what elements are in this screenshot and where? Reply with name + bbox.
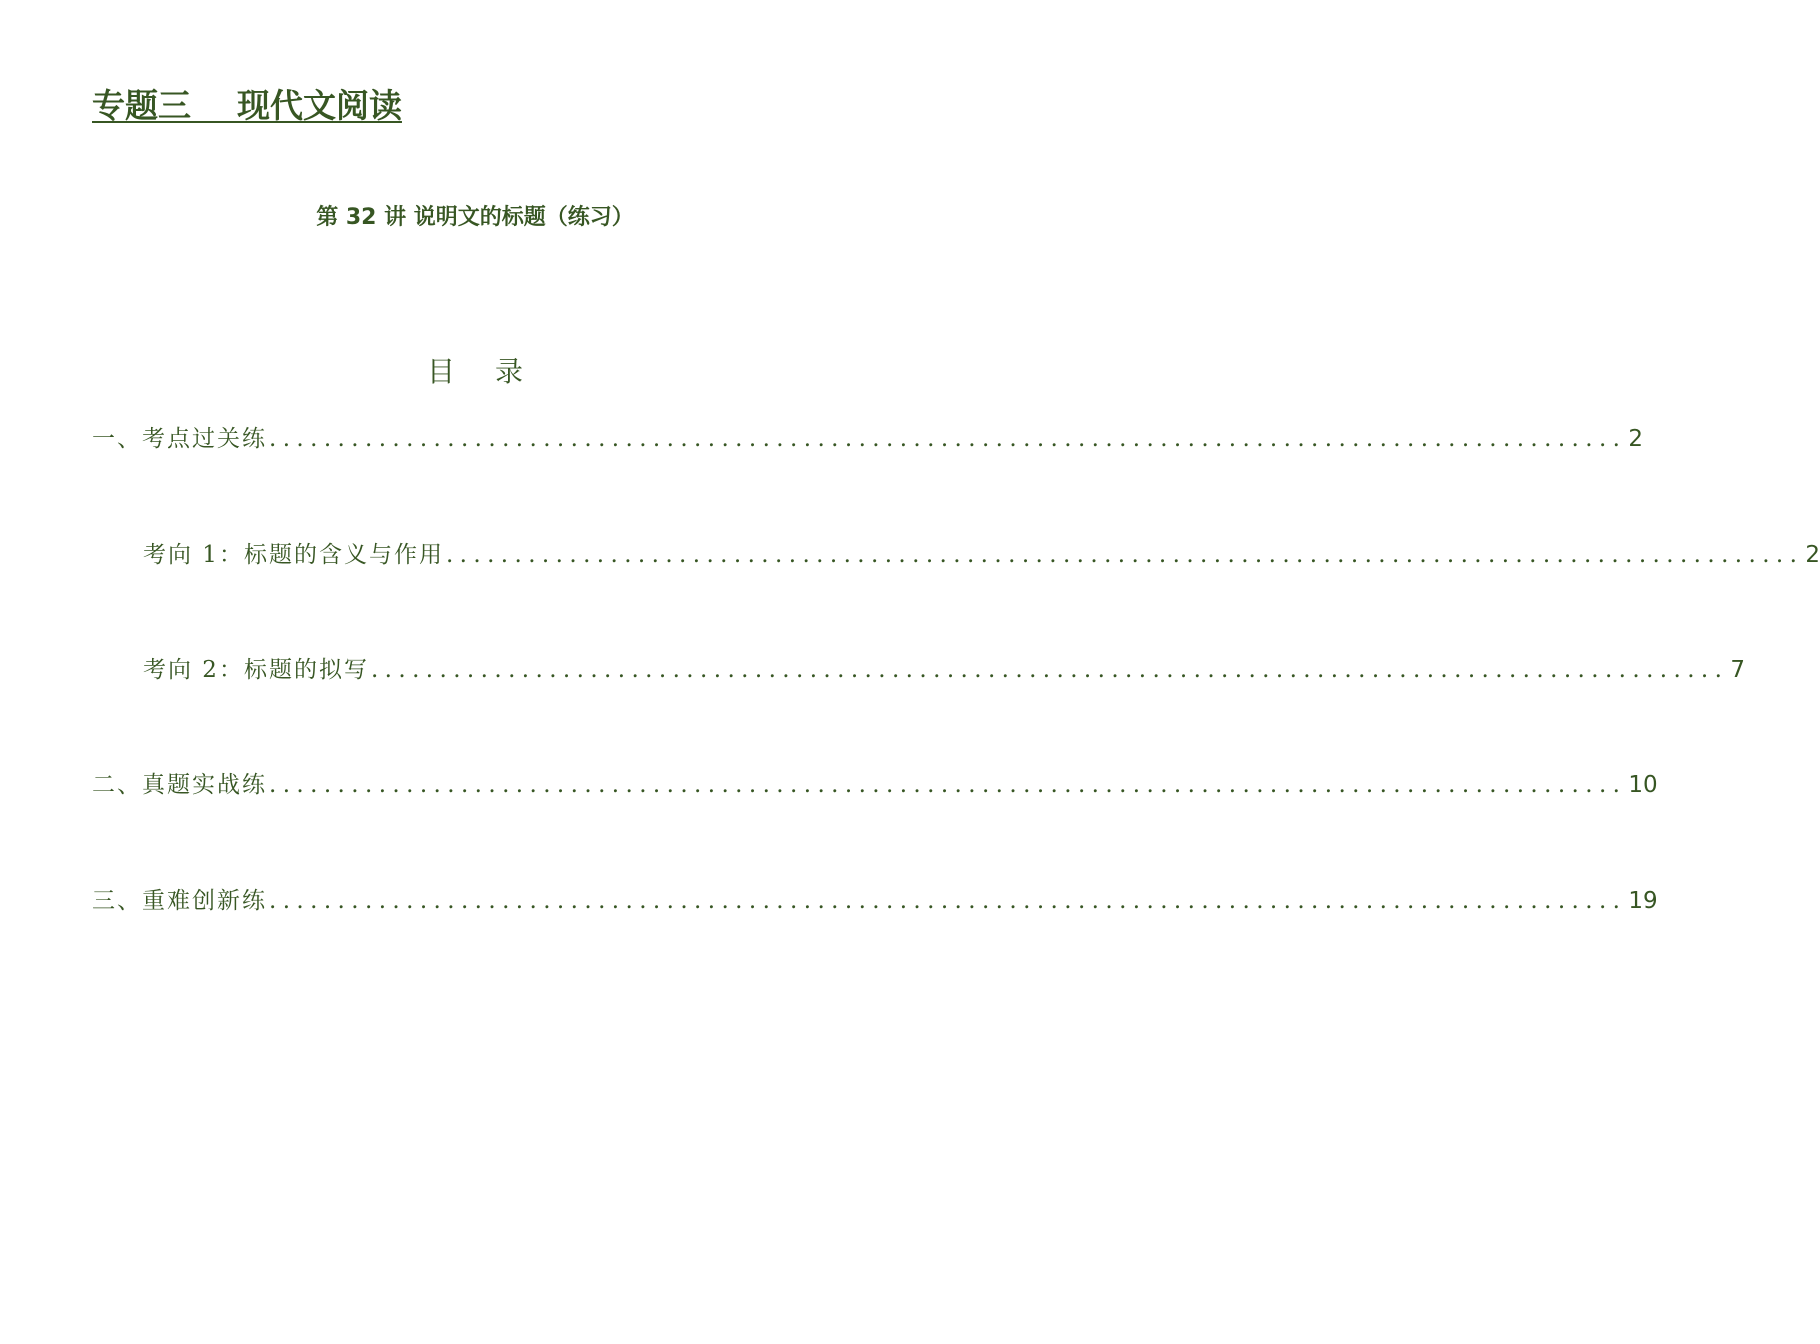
toc-entry-exam-points[interactable] — [92, 420, 1644, 453]
toc-entry-direction-1[interactable] — [143, 536, 1820, 569]
toc-entry-innovation[interactable] — [92, 882, 1658, 915]
toc-title: 目录 — [426, 355, 563, 388]
toc-dot-leader: ................................................................................................... — [370, 657, 1729, 683]
toc-page-number: 10 — [1628, 772, 1658, 798]
toc-dot-leader: ................................................................................................... — [269, 888, 1627, 914]
toc-page-number: 19 — [1628, 888, 1658, 914]
toc-entry-label: 二、真题实战练 — [92, 772, 267, 798]
toc-page-number: 7 — [1730, 657, 1745, 683]
toc-entry-direction-2[interactable] — [143, 651, 1745, 684]
toc-page-number: 2 — [1805, 542, 1820, 568]
toc-entry-label: 三、重难创新练 — [92, 888, 267, 914]
toc-entry-label: 考向 2：标题的拟写 — [143, 657, 369, 683]
toc-page-number: 2 — [1628, 426, 1644, 452]
toc-dot-leader: ................................................................................................... — [269, 772, 1627, 798]
toc-entry-real-exam[interactable] — [92, 766, 1658, 799]
toc-dot-leader: ................................................................................................... — [269, 426, 1627, 452]
toc-entry-label: 考向 1：标题的含义与作用 — [143, 542, 444, 568]
topic-heading: 专题三 现代文阅读 — [92, 86, 402, 125]
lecture-title: 第 32 讲 说明文的标题（练习） — [316, 205, 634, 230]
toc-entry-label: 一、考点过关练 — [92, 426, 267, 452]
toc-dot-leader: ................................................................................................... — [445, 542, 1804, 568]
